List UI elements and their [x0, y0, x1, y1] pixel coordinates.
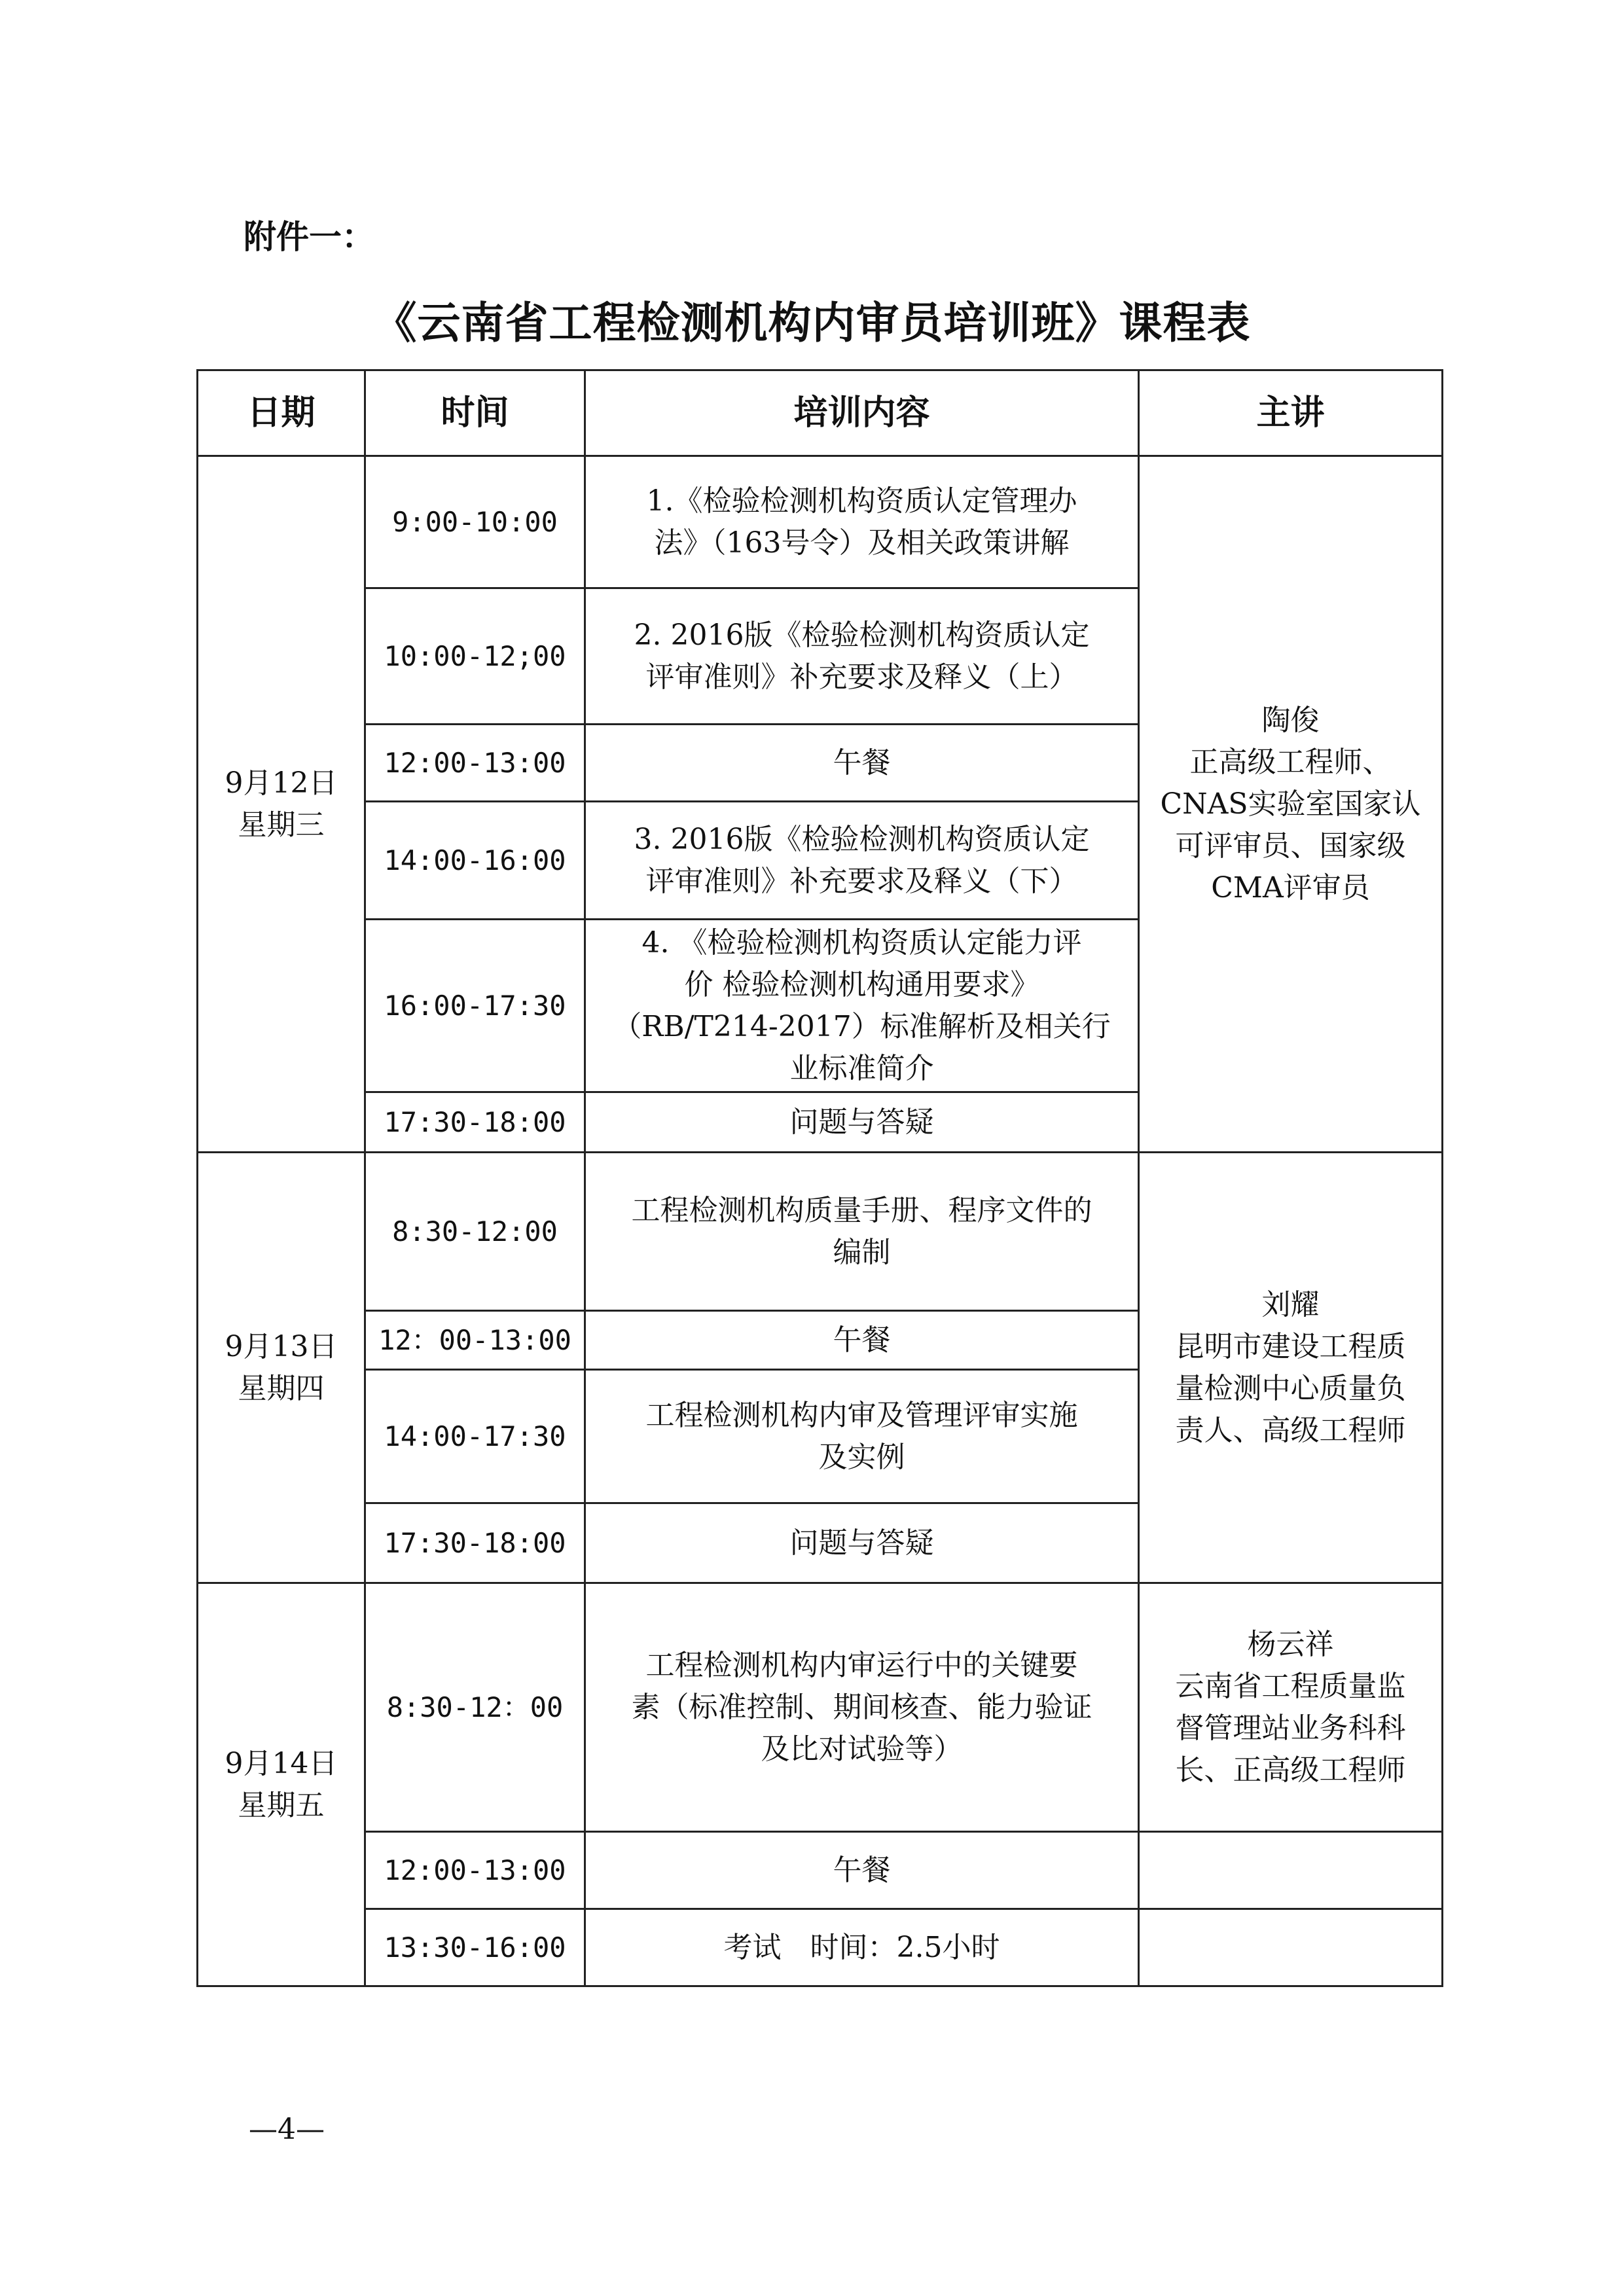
- time-cell: 16:00-17:30: [365, 920, 585, 1092]
- lecturer-cell: [1139, 1909, 1443, 1986]
- time-cell: 9:00-10:00: [365, 456, 585, 588]
- date-cell: 9月13日 星期四: [198, 1153, 365, 1583]
- time-cell: 12:00-13:00: [365, 1832, 585, 1909]
- lecturer-cell: [1139, 1832, 1443, 1909]
- content-cell: 2. 2016版《检验检测机构资质认定 评审准则》补充要求及释义（上）: [585, 588, 1139, 725]
- time-cell: 8:30-12:00: [365, 1153, 585, 1311]
- time-cell: 8:30-12：00: [365, 1583, 585, 1832]
- lecturer-cell: 杨云祥 云南省工程质量监 督管理站业务科科 长、正高级工程师: [1139, 1583, 1443, 1832]
- content-cell: 午餐: [585, 1311, 1139, 1370]
- content-cell: 午餐: [585, 1832, 1139, 1909]
- table-row: [198, 1832, 1443, 1909]
- attachment-label: 附件一：: [244, 217, 374, 256]
- page-title: 《云南省工程检测机构内审员培训班》课程表: [373, 297, 1251, 348]
- table-row: [198, 1909, 1443, 1986]
- header-row: [198, 370, 1443, 456]
- page-number: —4—: [249, 2113, 325, 2146]
- content-cell: 工程检测机构内审运行中的关键要 素（标准控制、期间核查、能力验证 及比对试验等）: [585, 1583, 1139, 1832]
- header-lecturer: 主讲: [1139, 370, 1443, 456]
- time-cell: 13:30-16:00: [365, 1909, 585, 1986]
- header-content: 培训内容: [585, 370, 1139, 456]
- content-cell: 3. 2016版《检验检测机构资质认定 评审准则》补充要求及释义（下）: [585, 802, 1139, 920]
- content-cell: 问题与答疑: [585, 1092, 1139, 1153]
- table-row: [198, 456, 1443, 588]
- date-cell: 9月12日 星期三: [198, 456, 365, 1153]
- content-cell: 1.《检验检测机构资质认定管理办 法》（163号令）及相关政策讲解: [585, 456, 1139, 588]
- header-date: 日期: [198, 370, 365, 456]
- time-cell: 14:00-16:00: [365, 802, 585, 920]
- table-row: [198, 1153, 1443, 1311]
- table-row: [198, 1583, 1443, 1832]
- time-cell: 12:00-13:00: [365, 725, 585, 802]
- time-cell: 10:00-12;00: [365, 588, 585, 725]
- schedule-table: [196, 369, 1443, 1987]
- content-cell: 考试 时间：2.5小时: [585, 1909, 1139, 1986]
- content-cell: 午餐: [585, 725, 1139, 802]
- time-cell: 17:30-18:00: [365, 1092, 585, 1153]
- content-cell: 4. 《检验检测机构资质认定能力评 价 检验检测机构通用要求》 （RB/T214-2017）标准解析及相关行 业标准简介: [585, 920, 1139, 1092]
- date-cell: 9月14日 星期五: [198, 1583, 365, 1986]
- time-cell: 12：00-13:00: [365, 1311, 585, 1370]
- content-cell: 工程检测机构内审及管理评审实施 及实例: [585, 1370, 1139, 1503]
- content-cell: 工程检测机构质量手册、程序文件的 编制: [585, 1153, 1139, 1311]
- lecturer-cell: 刘耀 昆明市建设工程质 量检测中心质量负 责人、高级工程师: [1139, 1153, 1443, 1583]
- time-cell: 17:30-18:00: [365, 1503, 585, 1583]
- header-time: 时间: [365, 370, 585, 456]
- time-cell: 14:00-17:30: [365, 1370, 585, 1503]
- content-cell: 问题与答疑: [585, 1503, 1139, 1583]
- lecturer-cell: 陶俊 正高级工程师、 CNAS实验室国家认 可评审员、国家级 CMA评审员: [1139, 456, 1443, 1153]
